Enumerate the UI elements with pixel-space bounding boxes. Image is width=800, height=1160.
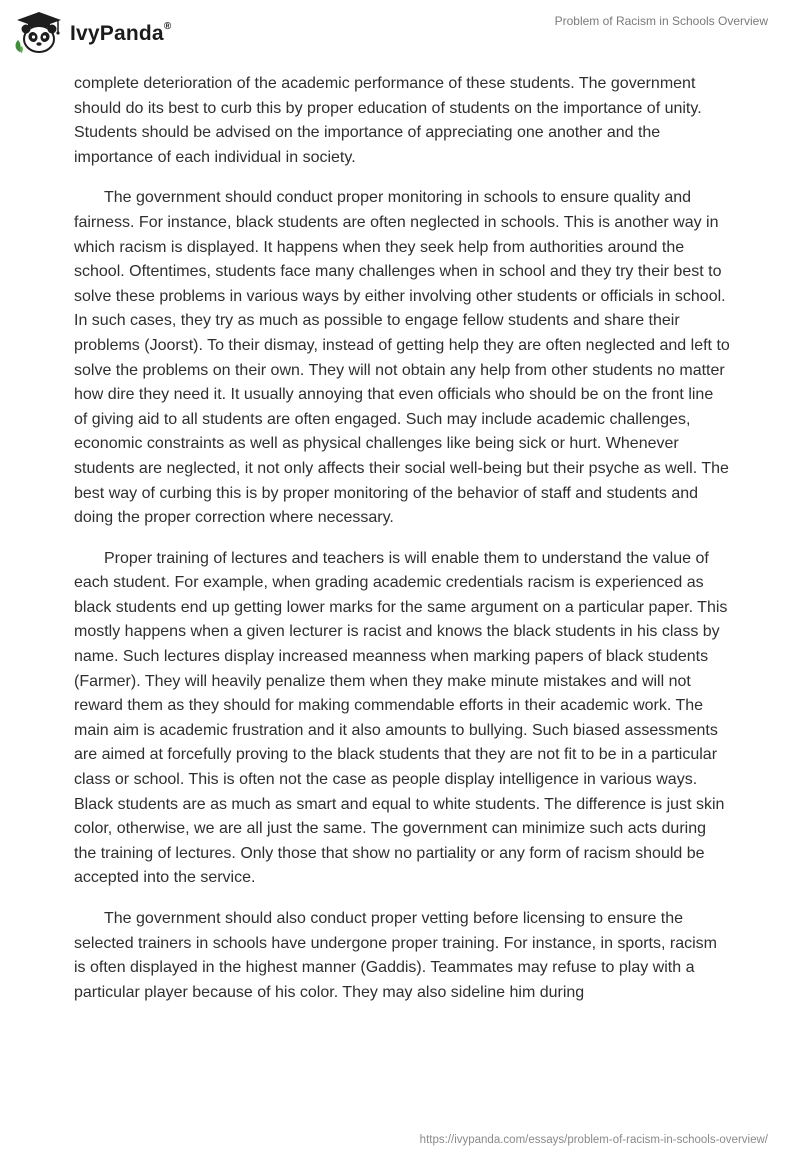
- logo-wordmark: [70, 22, 171, 46]
- page-header: [0, 0, 800, 64]
- document-title: Problem of Racism in Schools Overview: [554, 14, 768, 28]
- paragraph-continuation: complete deterioration of the academic performance of these students. The government should do its best to curb this by proper education of students on the importance of unity. Students should be advised on the importance of appreciating one another and the importance of each individual in society.: [74, 75, 702, 166]
- panda-graduate-icon: [14, 10, 64, 54]
- essay-body: [74, 72, 730, 1021]
- ivypanda-logo[interactable]: [14, 10, 171, 54]
- source-url[interactable]: https://ivypanda.com/essays/problem-of-racism-in-schools-overview/: [419, 1134, 768, 1146]
- logo-name: IvyPanda: [70, 22, 164, 45]
- paragraph-vetting: The government should also conduct proper vetting before licensing to ensure the selected trainers in schools have undergone proper training. For instance, in sports, racism is often displayed in the highest manner (Gaddis). Teammates may refuse to play with a particular player because of his color. They may also sideline him during: [74, 910, 717, 1001]
- trademark-symbol: ®: [163, 21, 172, 32]
- paragraph-training: Proper training of lectures and teachers is will enable them to understand the value of each student. For example, when grading academic credentials racism is experienced as black students end up getting lower marks for the same argument on a particular paper. This mostly happens when a given lecturer is racist and knows the black students in his class by name. Such lectures display increased meanness when marking papers of black students (Farmer). They will heavily penalize them when they make minute mistakes and will not reward them as they should for making commendable efforts in their academic work. The main aim is academic frustration and it also amounts to bullying. Such biased assessments are aimed at forcefully proving to the black students that they are not fit to be in a particular class or school. This is often not the case as people display intelligence in various ways. Black students are as much as smart and equal to white students. The difference is just skin color, otherwise, we are all just the same. The government can minimize such acts during the training of lectures. Only those that show no partiality or any form of racism should be accepted into the service.: [74, 549, 728, 887]
- paragraph-monitoring: The government should conduct proper monitoring in schools to ensure quality and fairness. For instance, black students are often neglected in schools. This is another way in which racism is displayed. It happens when they seek help from authorities around the school. Oftentimes, students face many challenges when in school and they try their best to solve these problems in various ways by either involving other students or officials in school. In such cases, they try as much as possible to engage fellow students and share their problems (Joorst). To their dismay, instead of getting help they are often neglected and left to solve the problems on their own. They will not obtain any help from other students no matter how dire they need it. It usually annoying that even officials who should be on the front line of giving aid to all students are often engaged. Such may include academic challenges, economic constraints as well as physical challenges like being sick or hurt. Whenever students are neglected, it not only affects their social well-being but their psyche as well. The best way of curbing this is by proper monitoring of the behavior of staff and students and doing the proper correction where necessary.: [74, 189, 730, 527]
